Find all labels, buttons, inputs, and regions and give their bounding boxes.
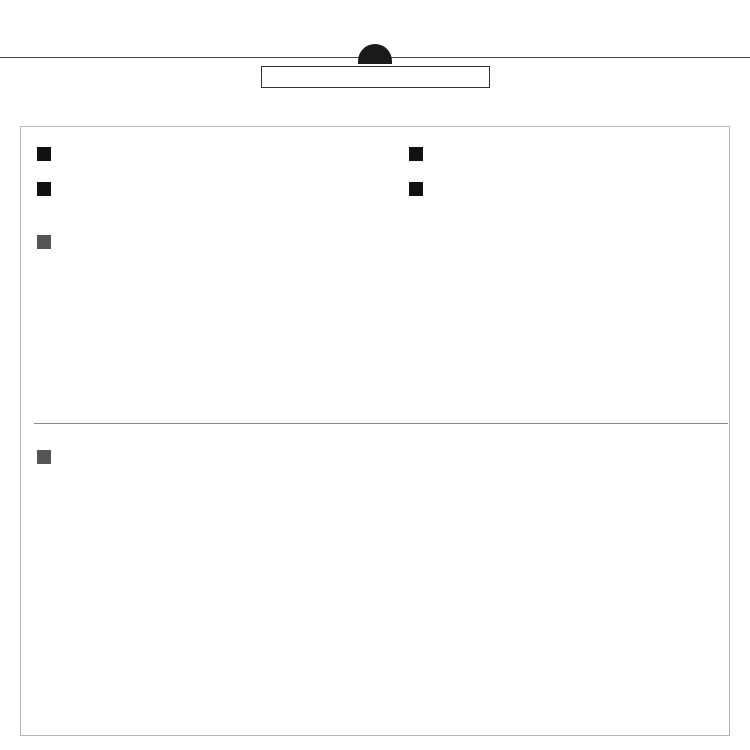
header-title-en xyxy=(261,66,490,88)
square-bullet-icon xyxy=(37,235,51,249)
section-divider xyxy=(34,423,728,424)
attr-lining xyxy=(409,147,431,161)
size-section-title xyxy=(37,450,53,464)
attr-type xyxy=(37,147,59,161)
attr-colors xyxy=(37,182,59,196)
square-bullet-icon xyxy=(37,450,51,464)
attr-size xyxy=(409,182,431,196)
brand-logo xyxy=(358,44,392,64)
square-bullet-icon xyxy=(409,182,423,196)
square-bullet-icon xyxy=(37,182,51,196)
specs-section-title xyxy=(37,235,53,249)
square-bullet-icon xyxy=(37,147,51,161)
info-frame xyxy=(20,126,730,736)
square-bullet-icon xyxy=(409,147,423,161)
